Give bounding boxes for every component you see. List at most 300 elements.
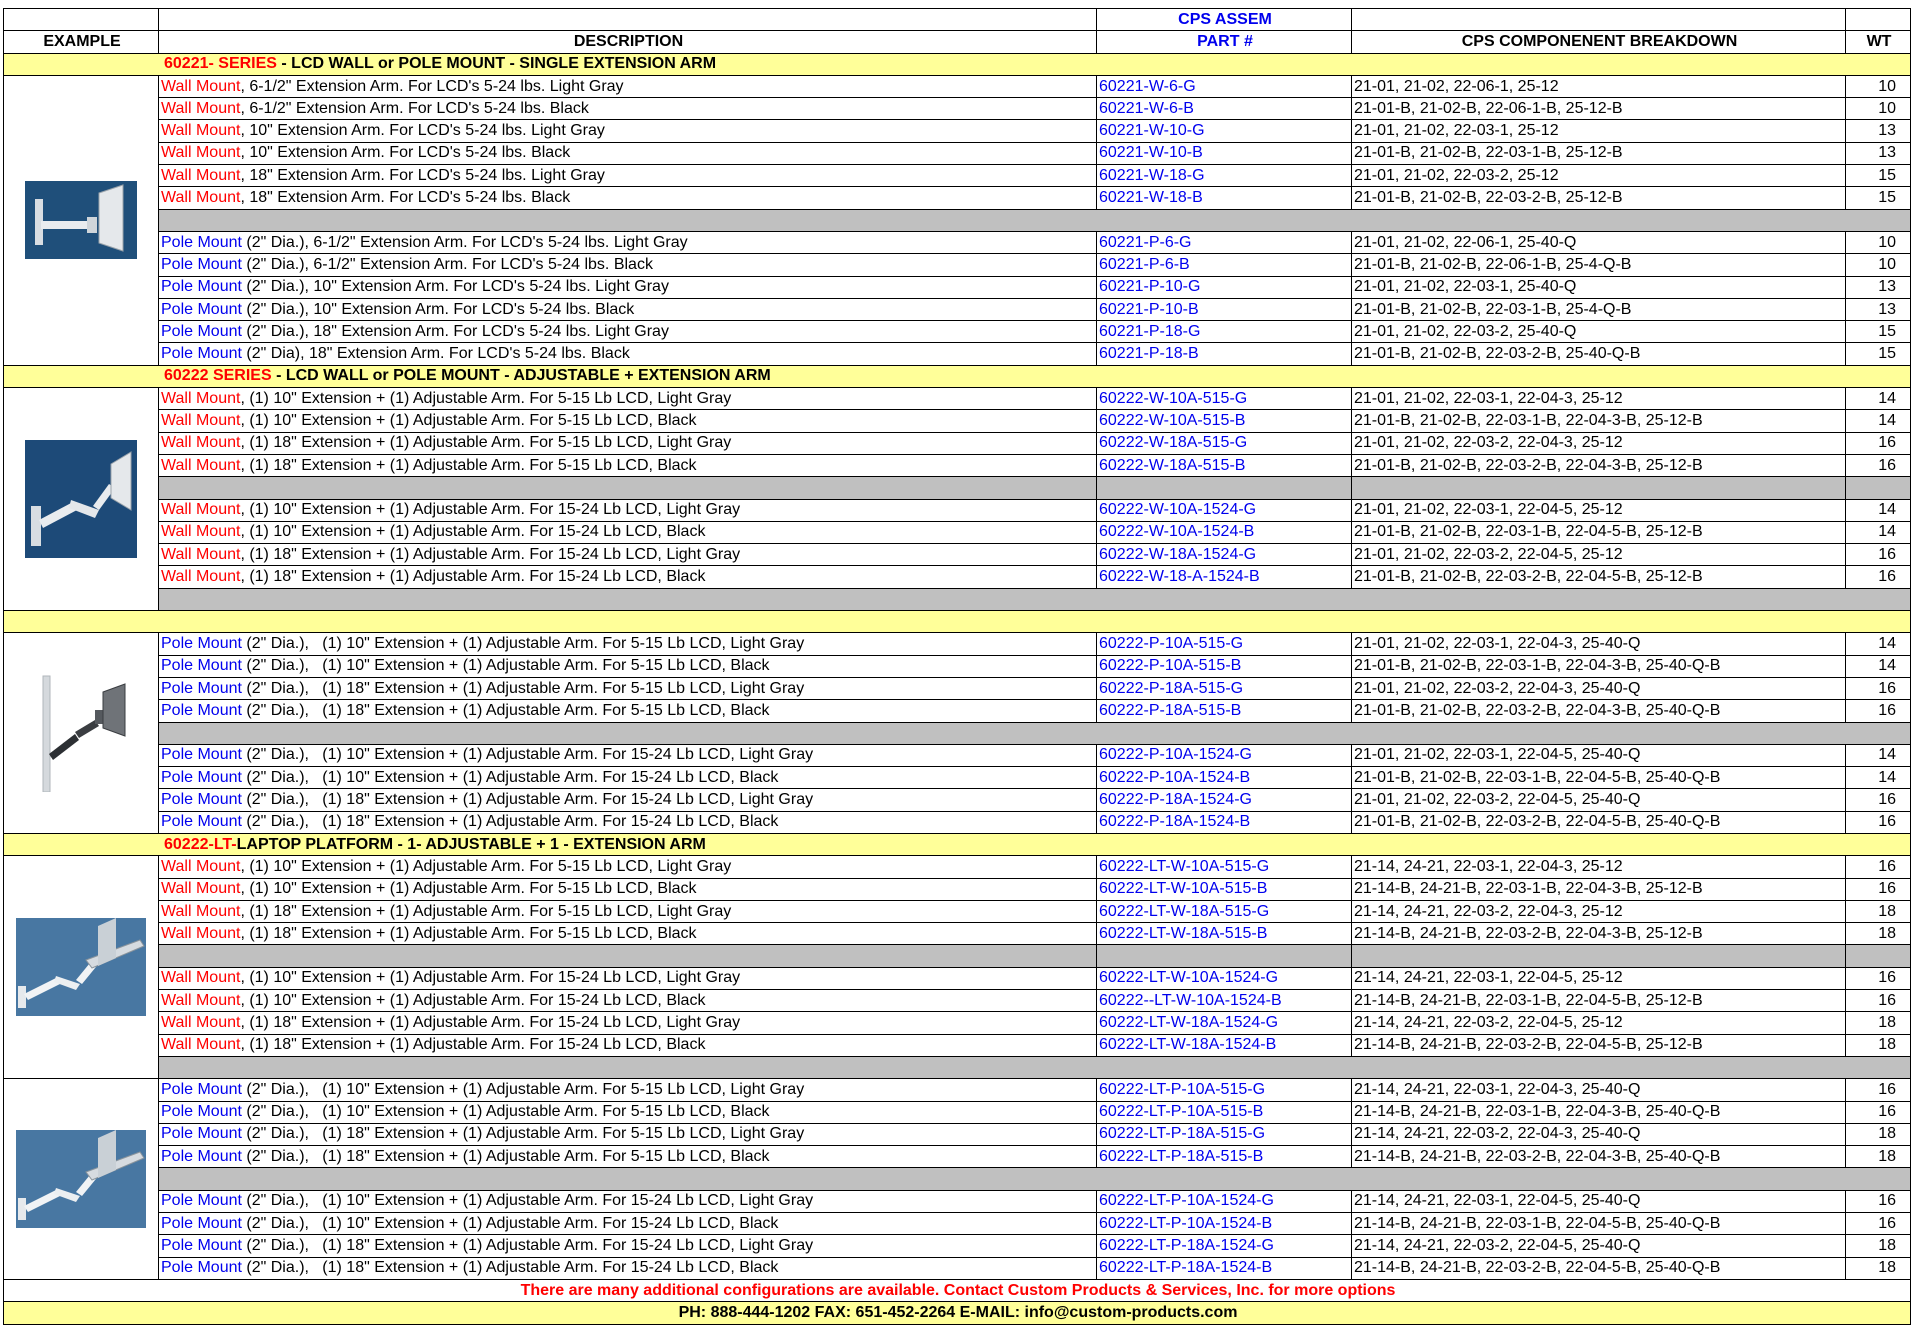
description-cell	[159, 298, 1097, 320]
mount-type: Wall Mount	[161, 545, 241, 563]
description-text: , (1) 18" Extension + (1) Adjustable Arm. For 5-15 Lb LCD, Black	[240, 924, 697, 942]
description-cell	[159, 276, 1097, 298]
table-row	[4, 1235, 1911, 1257]
weight-value: 16	[1846, 967, 1911, 989]
part-number-link[interactable]: 60222-LT-P-10A-515-B	[1097, 1101, 1352, 1123]
component-breakdown: 21-01, 21-02, 22-03-1, 22-04-3, 25-40-Q	[1352, 633, 1846, 655]
table-row	[4, 767, 1911, 789]
component-breakdown: 21-01, 21-02, 22-03-2, 22-04-5, 25-12	[1352, 544, 1846, 566]
table-row	[4, 677, 1911, 699]
table-row	[4, 75, 1911, 97]
gap-row	[4, 945, 1911, 967]
part-number-link[interactable]: 60222-LT-P-10A-515-G	[1097, 1079, 1352, 1101]
weight-value: 16	[1846, 789, 1911, 811]
description-cell	[159, 1213, 1097, 1235]
series-code: 60222-LT-	[164, 835, 237, 853]
component-breakdown: 21-01, 21-02, 22-06-1, 25-40-Q	[1352, 231, 1846, 253]
component-breakdown: 21-01, 21-02, 22-03-1, 25-40-Q	[1352, 276, 1846, 298]
description-cell	[159, 165, 1097, 187]
mount-type: Wall Mount	[161, 122, 241, 140]
part-number-link[interactable]: 60221-P-6-G	[1097, 231, 1352, 253]
table-row	[4, 1101, 1911, 1123]
description-cell	[159, 700, 1097, 722]
part-number-link[interactable]: 60221-W-18-B	[1097, 187, 1352, 209]
description-cell	[159, 120, 1097, 142]
part-number-link[interactable]: 60222-P-18A-515-G	[1097, 677, 1352, 699]
component-breakdown: 21-01-B, 21-02-B, 22-03-2-B, 25-12-B	[1352, 187, 1846, 209]
description-cell	[159, 142, 1097, 164]
table-row	[4, 98, 1911, 120]
mount-type: Wall Mount	[161, 1036, 241, 1054]
laptop-platform-pole-arm-photo	[4, 1079, 159, 1280]
description-cell	[159, 388, 1097, 410]
description-text: , 6-1/2" Extension Arm. For LCD's 5-24 lbs. Black	[240, 99, 589, 117]
part-number-link[interactable]: 60222-P-10A-515-B	[1097, 655, 1352, 677]
description-text: , 18" Extension Arm. For LCD's 5-24 lbs. Light Gray	[240, 166, 605, 184]
description-text: (2" Dia.), (1) 18" Extension + (1) Adjustable Arm. For 5-15 Lb LCD, Black	[241, 1147, 770, 1165]
part-number-link[interactable]: 60221-P-10-G	[1097, 276, 1352, 298]
mount-type: Wall Mount	[161, 902, 241, 920]
description-text: (2" Dia.), (1) 18" Extension + (1) Adjustable Arm. For 5-15 Lb LCD, Black	[241, 701, 770, 719]
wall-mount-extension-arm-photo	[4, 75, 159, 365]
mount-type: Pole Mount	[161, 768, 242, 786]
description-text: (2" Dia.), 18" Extension Arm. For LCD's 5-24 lbs. Light Gray	[241, 322, 669, 340]
description-cell	[159, 655, 1097, 677]
description-cell	[159, 98, 1097, 120]
component-breakdown: 21-01-B, 21-02-B, 22-03-2-B, 25-40-Q-B	[1352, 343, 1846, 365]
description-text: (2" Dia.), (1) 10" Extension + (1) Adjustable Arm. For 5-15 Lb LCD, Black	[241, 657, 770, 675]
component-breakdown: 21-01, 21-02, 22-03-1, 22-04-3, 25-12	[1352, 388, 1846, 410]
gap-row	[4, 1056, 1911, 1078]
description-text: , (1) 10" Extension + (1) Adjustable Arm. For 5-15 Lb LCD, Black	[240, 880, 697, 898]
mount-type: Wall Mount	[161, 1014, 241, 1031]
part-number-link[interactable]: 60222-W-10A-515-G	[1097, 388, 1352, 410]
mount-type: Pole Mount	[161, 657, 242, 675]
header-row	[4, 31, 1911, 53]
table-row	[4, 410, 1911, 432]
mount-type: Pole Mount	[161, 1147, 242, 1165]
description-text: , (1) 18" Extension + (1) Adjustable Arm. For 5-15 Lb LCD, Light Gray	[240, 434, 732, 452]
component-breakdown: 21-01-B, 21-02-B, 22-03-1-B, 22-04-3-B, 25-12-B	[1352, 410, 1846, 432]
table-row	[4, 967, 1911, 989]
table-row	[4, 544, 1911, 566]
description-text: , (1) 10" Extension + (1) Adjustable Arm. For 15-24 Lb LCD, Black	[240, 991, 706, 1009]
table-row	[4, 254, 1911, 276]
pole-mount-adjustable-arm-photo-image	[25, 674, 137, 792]
description-text: (2" Dia.), (1) 18" Extension + (1) Adjustable Arm. For 15-24 Lb LCD, Light Gray	[241, 1236, 814, 1254]
weight-value: 10	[1846, 231, 1911, 253]
table-row	[4, 566, 1911, 588]
series-code: 60222 SERIES	[164, 367, 272, 385]
mount-type: Wall Mount	[161, 880, 241, 898]
part-number-link[interactable]: 60221-P-18-B	[1097, 343, 1352, 365]
weight-value: 18	[1846, 923, 1911, 945]
description-text: (2" Dia.), 6-1/2" Extension Arm. For LCD's 5-24 lbs. Light Gray	[241, 233, 688, 251]
component-breakdown: 21-01, 21-02, 22-03-2, 22-04-3, 25-40-Q	[1352, 677, 1846, 699]
component-breakdown: 21-01-B, 21-02-B, 22-03-2-B, 22-04-3-B, 25-12-B	[1352, 454, 1846, 476]
table-row	[4, 165, 1911, 187]
description-cell	[159, 923, 1097, 945]
description-cell	[159, 432, 1097, 454]
table-row	[4, 655, 1911, 677]
weight-value: 16	[1846, 1101, 1911, 1123]
description-text: (2" Dia.), (1) 10" Extension + (1) Adjustable Arm. For 15-24 Lb LCD, Light Gray	[241, 1192, 814, 1210]
table-row	[4, 1034, 1911, 1056]
component-breakdown: 21-14-B, 24-21-B, 22-03-2-B, 22-04-3-B, 25-12-B	[1352, 923, 1846, 945]
description-cell	[159, 1146, 1097, 1168]
weight-value: 16	[1846, 700, 1911, 722]
component-breakdown: 21-14, 24-21, 22-03-1, 22-04-3, 25-40-Q	[1352, 1079, 1846, 1101]
table-row	[4, 1146, 1911, 1168]
mount-type: Wall Mount	[161, 99, 241, 117]
mount-type: Pole Mount	[161, 634, 242, 652]
description-cell	[159, 254, 1097, 276]
description-text: , (1) 18" Extension + (1) Adjustable Arm. For 15-24 Lb LCD, Light Gray	[240, 1014, 741, 1031]
part-number-link[interactable]: 60222-P-10A-1524-G	[1097, 744, 1352, 766]
table-row	[4, 142, 1911, 164]
weight-value: 18	[1846, 1012, 1911, 1034]
mount-type: Pole Mount	[161, 701, 242, 719]
description-cell	[159, 1101, 1097, 1123]
component-breakdown: 21-14, 24-21, 22-03-1, 22-04-3, 25-12	[1352, 856, 1846, 878]
description-text: (2" Dia.), (1) 10" Extension + (1) Adjustable Arm. For 15-24 Lb LCD, Light Gray	[241, 746, 814, 764]
component-breakdown: 21-14-B, 24-21-B, 22-03-2-B, 22-04-3-B, 25-40-Q-B	[1352, 1146, 1846, 1168]
component-breakdown: 21-14, 24-21, 22-03-2, 22-04-5, 25-12	[1352, 1012, 1846, 1034]
part-number-link[interactable]: 60222-W-10A-1524-B	[1097, 521, 1352, 543]
description-text: (2" Dia.), (1) 10" Extension + (1) Adjustable Arm. For 15-24 Lb LCD, Black	[241, 768, 779, 786]
description-cell	[159, 900, 1097, 922]
header-example: EXAMPLE	[4, 31, 159, 53]
weight-value: 16	[1846, 432, 1911, 454]
mount-type: Pole Mount	[161, 345, 242, 363]
description-cell	[159, 1190, 1097, 1212]
series-title: - LCD WALL or POLE MOUNT - ADJUSTABLE + EXTENSION ARM	[271, 367, 771, 385]
description-cell	[159, 990, 1097, 1012]
part-number-link[interactable]: 60222-W-18A-515-G	[1097, 432, 1352, 454]
component-breakdown: 21-14, 24-21, 22-03-2, 22-04-3, 25-40-Q	[1352, 1123, 1846, 1145]
description-cell	[159, 1034, 1097, 1056]
description-cell	[159, 1079, 1097, 1101]
description-text: (2" Dia.), (1) 10" Extension + (1) Adjustable Arm. For 5-15 Lb LCD, Light Gray	[241, 1080, 805, 1098]
weight-value: 16	[1846, 856, 1911, 878]
part-number-link[interactable]: 60221-P-6-B	[1097, 254, 1352, 276]
part-number-link[interactable]: 60221-W-18-G	[1097, 165, 1352, 187]
part-number-link[interactable]: 60222-W-10A-515-B	[1097, 410, 1352, 432]
description-text: , (1) 10" Extension + (1) Adjustable Arm. For 5-15 Lb LCD, Black	[240, 411, 697, 429]
mount-type: Pole Mount	[161, 679, 242, 697]
component-breakdown: 21-01, 21-02, 22-03-2, 25-40-Q	[1352, 321, 1846, 343]
weight-value: 18	[1846, 1146, 1911, 1168]
part-number-link[interactable]: 60222-P-18A-1524-G	[1097, 789, 1352, 811]
weight-value: 16	[1846, 1213, 1911, 1235]
description-text: (2" Dia.), (1) 10" Extension + (1) Adjustable Arm. For 5-15 Lb LCD, Light Gray	[241, 634, 805, 652]
component-breakdown: 21-01-B, 21-02-B, 22-03-1-B, 25-12-B	[1352, 142, 1846, 164]
mount-type: Wall Mount	[161, 857, 241, 875]
mount-type: Pole Mount	[161, 1125, 242, 1143]
description-text: (2" Dia.), 10" Extension Arm. For LCD's 5-24 lbs. Light Gray	[241, 278, 669, 296]
wall-mount-adjustable-arm-photo-image	[25, 440, 137, 558]
header-description: DESCRIPTION	[159, 31, 1097, 53]
description-cell	[159, 187, 1097, 209]
part-number-link[interactable]: 60222-W-18A-1524-G	[1097, 544, 1352, 566]
series-header-row	[4, 365, 1911, 387]
description-cell	[159, 321, 1097, 343]
description-text: (2" Dia.), (1) 18" Extension + (1) Adjustable Arm. For 5-15 Lb LCD, Light Gray	[241, 679, 805, 697]
description-cell	[159, 967, 1097, 989]
series-header	[4, 833, 1911, 855]
part-number-link[interactable]: 60222-LT-P-18A-515-B	[1097, 1146, 1352, 1168]
weight-value: 14	[1846, 521, 1911, 543]
component-breakdown: 21-14-B, 24-21-B, 22-03-1-B, 22-04-5-B, 25-40-Q-B	[1352, 1213, 1846, 1235]
series-header	[4, 53, 1911, 75]
mount-type: Wall Mount	[161, 991, 241, 1009]
weight-value: 16	[1846, 811, 1911, 833]
part-number-link[interactable]: 60222-LT-W-18A-515-B	[1097, 923, 1352, 945]
table-row	[4, 321, 1911, 343]
weight-value: 10	[1846, 254, 1911, 276]
component-breakdown: 21-14-B, 24-21-B, 22-03-1-B, 22-04-3-B, 25-40-Q-B	[1352, 1101, 1846, 1123]
part-number-link[interactable]: 60221-W-10-B	[1097, 142, 1352, 164]
weight-value: 14	[1846, 410, 1911, 432]
component-breakdown: 21-01, 21-02, 22-03-2, 22-04-3, 25-12	[1352, 432, 1846, 454]
header-part-number: PART #	[1097, 31, 1352, 53]
component-breakdown: 21-01, 21-02, 22-03-2, 25-12	[1352, 165, 1846, 187]
description-text: (2" Dia.), 6-1/2" Extension Arm. For LCD's 5-24 lbs. Black	[241, 255, 653, 273]
table-row	[4, 744, 1911, 766]
weight-value: 14	[1846, 655, 1911, 677]
component-breakdown: 21-14, 24-21, 22-03-2, 22-04-3, 25-12	[1352, 900, 1846, 922]
weight-value: 18	[1846, 1123, 1911, 1145]
table-row	[4, 231, 1911, 253]
spacer-row	[4, 611, 1911, 633]
description-cell	[159, 1012, 1097, 1034]
part-number-link[interactable]: 60222-LT-P-18A-1524-B	[1097, 1257, 1352, 1279]
description-text: (2" Dia), 18" Extension Arm. For LCD's 5-24 lbs. Black	[241, 345, 630, 363]
laptop-platform-wall-arm-photo	[4, 856, 159, 1079]
description-cell	[159, 544, 1097, 566]
description-text: (2" Dia.), 10" Extension Arm. For LCD's 5-24 lbs. Black	[241, 300, 635, 318]
weight-value: 15	[1846, 187, 1911, 209]
gap-row	[4, 1168, 1911, 1190]
description-cell	[159, 343, 1097, 365]
component-breakdown: 21-01-B, 21-02-B, 22-06-1-B, 25-4-Q-B	[1352, 254, 1846, 276]
description-cell	[159, 1235, 1097, 1257]
notice-text: There are many additional configurations are available. Contact Custom Products & Services, Inc. for more options	[4, 1279, 1911, 1301]
table-row	[4, 521, 1911, 543]
weight-value: 14	[1846, 388, 1911, 410]
description-cell	[159, 677, 1097, 699]
part-number-link[interactable]: 60222-LT-W-10A-515-G	[1097, 856, 1352, 878]
weight-value: 16	[1846, 677, 1911, 699]
mount-type: Wall Mount	[161, 389, 241, 407]
mount-type: Pole Mount	[161, 746, 242, 764]
part-number-link[interactable]: 60222-P-10A-515-G	[1097, 633, 1352, 655]
component-breakdown: 21-01-B, 21-02-B, 22-03-2-B, 22-04-3-B, 25-40-Q-B	[1352, 700, 1846, 722]
pole-mount-adjustable-arm-photo	[4, 633, 159, 834]
part-number-link[interactable]: 60222-LT-W-18A-1524-B	[1097, 1034, 1352, 1056]
component-breakdown: 21-01-B, 21-02-B, 22-06-1-B, 25-12-B	[1352, 98, 1846, 120]
table-row	[4, 343, 1911, 365]
component-breakdown: 21-14, 24-21, 22-03-1, 22-04-5, 25-12	[1352, 967, 1846, 989]
part-number-link[interactable]: 60222-LT-P-18A-515-G	[1097, 1123, 1352, 1145]
component-breakdown: 21-01-B, 21-02-B, 22-03-1-B, 22-04-5-B, 25-12-B	[1352, 521, 1846, 543]
part-number-link[interactable]: 60221-P-10-B	[1097, 298, 1352, 320]
component-breakdown: 21-14, 24-21, 22-03-2, 22-04-5, 25-40-Q	[1352, 1235, 1846, 1257]
weight-value: 10	[1846, 75, 1911, 97]
component-breakdown: 21-01-B, 21-02-B, 22-03-1-B, 22-04-3-B, 25-40-Q-B	[1352, 655, 1846, 677]
description-cell	[159, 744, 1097, 766]
part-number-link[interactable]: 60221-W-6-B	[1097, 98, 1352, 120]
laptop-platform-pole-arm-photo-image	[16, 1130, 146, 1228]
laptop-platform-wall-arm-photo-image	[16, 918, 146, 1016]
part-number-link[interactable]: 60222-W-18-A-1524-B	[1097, 566, 1352, 588]
description-text: (2" Dia.), (1) 18" Extension + (1) Adjustable Arm. For 5-15 Lb LCD, Light Gray	[241, 1125, 805, 1143]
notice-row	[4, 1279, 1911, 1301]
part-number-link[interactable]: 60222-P-18A-1524-B	[1097, 811, 1352, 833]
weight-value: 14	[1846, 499, 1911, 521]
table-row	[4, 1190, 1911, 1212]
description-text: , (1) 18" Extension + (1) Adjustable Arm. For 15-24 Lb LCD, Black	[240, 1036, 706, 1054]
description-text: , 10" Extension Arm. For LCD's 5-24 lbs. Black	[240, 144, 571, 162]
description-cell	[159, 499, 1097, 521]
series-header-row	[4, 53, 1911, 75]
description-cell	[159, 633, 1097, 655]
series-title: LAPTOP PLATFORM - 1- ADJUSTABLE + 1 - EXTENSION ARM	[236, 835, 706, 853]
mount-type: Wall Mount	[161, 434, 241, 452]
description-text: , (1) 18" Extension + (1) Adjustable Arm. For 5-15 Lb LCD, Black	[240, 456, 697, 474]
header-cps-assem: CPS ASSEM	[1097, 9, 1352, 31]
gap-row	[4, 477, 1911, 499]
contact-footer: PH: 888-444-1202 FAX: 651-452-2264 E-MAIL: info@custom-products.com	[4, 1302, 1911, 1324]
weight-value: 16	[1846, 566, 1911, 588]
description-text: , (1) 10" Extension + (1) Adjustable Arm. For 15-24 Lb LCD, Light Gray	[240, 501, 741, 519]
series-code: 60221- SERIES	[164, 55, 277, 73]
weight-value: 14	[1846, 744, 1911, 766]
gap-row	[4, 722, 1911, 744]
mount-type: Wall Mount	[161, 189, 241, 207]
part-number-link[interactable]: 60222-LT-P-10A-1524-G	[1097, 1190, 1352, 1212]
gap-row	[4, 209, 1911, 231]
mount-type: Pole Mount	[161, 1236, 242, 1254]
part-number-link[interactable]: 60222-LT-W-18A-1524-G	[1097, 1012, 1352, 1034]
component-breakdown: 21-01, 21-02, 22-03-1, 22-04-5, 25-12	[1352, 499, 1846, 521]
description-text: (2" Dia.), (1) 10" Extension + (1) Adjustable Arm. For 15-24 Lb LCD, Black	[241, 1214, 779, 1232]
part-number-link[interactable]: 60222-W-10A-1524-G	[1097, 499, 1352, 521]
mount-type: Wall Mount	[161, 969, 241, 987]
mount-type: Wall Mount	[161, 568, 241, 586]
part-number-link[interactable]: 60221-W-6-G	[1097, 75, 1352, 97]
weight-value: 13	[1846, 142, 1911, 164]
description-cell	[159, 521, 1097, 543]
description-text: , 18" Extension Arm. For LCD's 5-24 lbs. Black	[240, 189, 571, 207]
header-breakdown: CPS COMPONENENT BREAKDOWN	[1352, 31, 1846, 53]
mount-type: Wall Mount	[161, 523, 241, 541]
table-row	[4, 923, 1911, 945]
gap-row	[4, 588, 1911, 610]
table-row	[4, 454, 1911, 476]
weight-value: 10	[1846, 98, 1911, 120]
table-row	[4, 700, 1911, 722]
header-row-top	[4, 9, 1911, 31]
table-row	[4, 1012, 1911, 1034]
mount-type: Wall Mount	[161, 411, 241, 429]
part-number-link[interactable]: 60221-W-10-G	[1097, 120, 1352, 142]
mount-type: Pole Mount	[161, 255, 242, 273]
part-number-link[interactable]: 60222-P-10A-1524-B	[1097, 767, 1352, 789]
description-cell	[159, 566, 1097, 588]
table-row	[4, 878, 1911, 900]
part-number-link[interactable]: 60222-W-18A-515-B	[1097, 454, 1352, 476]
table-row	[4, 1257, 1911, 1279]
mount-type: Pole Mount	[161, 1103, 242, 1121]
component-breakdown: 21-14-B, 24-21-B, 22-03-1-B, 22-04-5-B, 25-12-B	[1352, 990, 1846, 1012]
part-number-link[interactable]: 60222--LT-W-10A-1524-B	[1097, 990, 1352, 1012]
part-number-link[interactable]: 60222-LT-W-10A-515-B	[1097, 878, 1352, 900]
part-number-link[interactable]: 60222-LT-W-18A-515-G	[1097, 900, 1352, 922]
description-text: (2" Dia.), (1) 18" Extension + (1) Adjustable Arm. For 15-24 Lb LCD, Light Gray	[241, 791, 814, 809]
description-text: , 10" Extension Arm. For LCD's 5-24 lbs. Light Gray	[240, 122, 605, 140]
component-breakdown: 21-14-B, 24-21-B, 22-03-2-B, 22-04-5-B, 25-12-B	[1352, 1034, 1846, 1056]
description-cell	[159, 410, 1097, 432]
mount-type: Pole Mount	[161, 1214, 242, 1232]
component-breakdown: 21-01-B, 21-02-B, 22-03-1-B, 22-04-5-B, 25-40-Q-B	[1352, 767, 1846, 789]
description-cell	[159, 789, 1097, 811]
table-row	[4, 1079, 1911, 1101]
description-cell	[159, 1257, 1097, 1279]
description-cell	[159, 811, 1097, 833]
weight-value: 16	[1846, 878, 1911, 900]
part-number-link[interactable]: 60222-LT-W-10A-1524-G	[1097, 967, 1352, 989]
table-row	[4, 298, 1911, 320]
table-row	[4, 990, 1911, 1012]
table-row	[4, 789, 1911, 811]
weight-value: 16	[1846, 544, 1911, 566]
weight-value: 14	[1846, 633, 1911, 655]
mount-type: Pole Mount	[161, 791, 242, 809]
weight-value: 18	[1846, 1235, 1911, 1257]
description-cell	[159, 767, 1097, 789]
series-header	[4, 365, 1911, 387]
weight-value: 14	[1846, 767, 1911, 789]
description-text: , (1) 18" Extension + (1) Adjustable Arm. For 15-24 Lb LCD, Black	[240, 568, 706, 586]
mount-type: Pole Mount	[161, 300, 242, 318]
part-number-link[interactable]: 60221-P-18-G	[1097, 321, 1352, 343]
description-text: , (1) 18" Extension + (1) Adjustable Arm. For 15-24 Lb LCD, Light Gray	[240, 545, 741, 563]
table-row	[4, 900, 1911, 922]
mount-type: Wall Mount	[161, 456, 241, 474]
component-breakdown: 21-01, 21-02, 22-03-2, 22-04-5, 25-40-Q	[1352, 789, 1846, 811]
component-breakdown: 21-14-B, 24-21-B, 22-03-2-B, 22-04-5-B, 25-40-Q-B	[1352, 1257, 1846, 1279]
description-text: , (1) 10" Extension + (1) Adjustable Arm. For 5-15 Lb LCD, Light Gray	[240, 389, 732, 407]
part-number-link[interactable]: 60222-LT-P-18A-1524-G	[1097, 1235, 1352, 1257]
component-breakdown: 21-01-B, 21-02-B, 22-03-1-B, 25-4-Q-B	[1352, 298, 1846, 320]
description-cell	[159, 231, 1097, 253]
component-breakdown: 21-01, 21-02, 22-06-1, 25-12	[1352, 75, 1846, 97]
part-number-link[interactable]: 60222-LT-P-10A-1524-B	[1097, 1213, 1352, 1235]
price-sheet-table	[3, 8, 1911, 1325]
weight-value: 15	[1846, 165, 1911, 187]
table-row	[4, 1213, 1911, 1235]
footer-row	[4, 1302, 1911, 1324]
description-text: , (1) 10" Extension + (1) Adjustable Arm. For 15-24 Lb LCD, Light Gray	[240, 969, 741, 987]
weight-value: 13	[1846, 298, 1911, 320]
weight-value: 15	[1846, 321, 1911, 343]
part-number-link[interactable]: 60222-P-18A-515-B	[1097, 700, 1352, 722]
weight-value: 13	[1846, 120, 1911, 142]
table-row	[4, 1123, 1911, 1145]
weight-value: 16	[1846, 990, 1911, 1012]
wall-mount-adjustable-arm-photo	[4, 388, 159, 611]
